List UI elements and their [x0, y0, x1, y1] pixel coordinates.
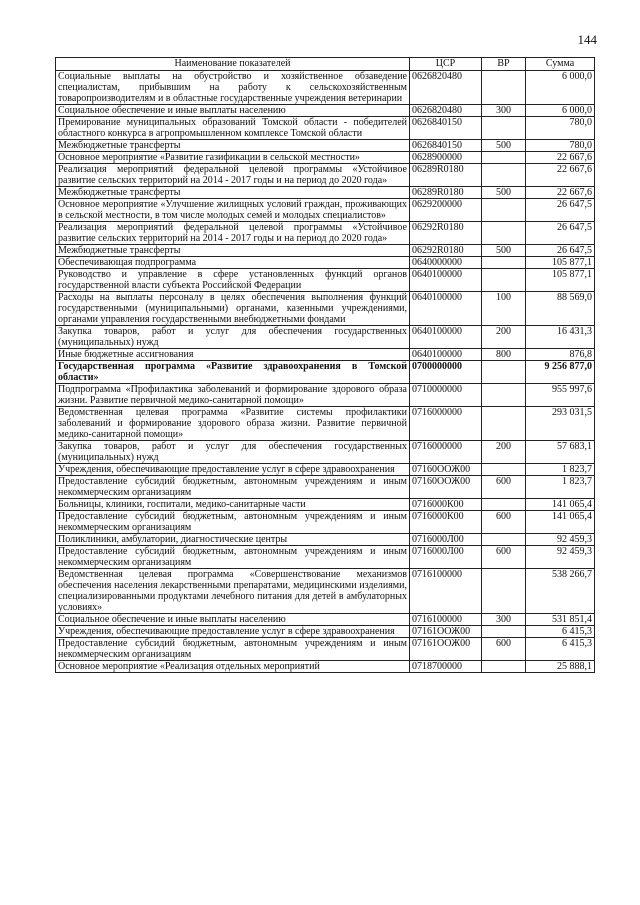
row-sum: 538 266,7 — [526, 569, 595, 614]
row-name: Расходы на выплаты персоналу в целях обеспечения выполнения функций государственными (муниципальными) органами, казенными учреждениями, органами управления государственными внебюджетными фондами — [56, 292, 410, 326]
row-name: Основное мероприятие «Развитие газификации в сельской местности» — [56, 152, 410, 164]
row-name: Учреждения, обеспечивающие предоставление услуг в сфере здравоохранения — [56, 464, 410, 476]
row-csr: 0716000000 — [410, 407, 482, 441]
row-vr: 100 — [482, 292, 526, 326]
table-row — [56, 71, 595, 105]
row-vr — [482, 569, 526, 614]
row-csr: 0629200000 — [410, 199, 482, 222]
row-vr — [482, 269, 526, 292]
header-sum: Сумма — [526, 58, 595, 71]
row-csr: 06292R0180 — [410, 222, 482, 245]
row-sum: 6 415,3 — [526, 626, 595, 638]
row-vr — [482, 199, 526, 222]
row-vr — [482, 661, 526, 673]
row-csr: 0640000000 — [410, 257, 482, 269]
row-vr — [482, 464, 526, 476]
row-sum: 780,0 — [526, 117, 595, 140]
row-sum: 955 997,6 — [526, 384, 595, 407]
row-name: Основное мероприятие «Улучшение жилищных условий граждан, проживающих в сельской местности, в том числе молодых семей и молодых специалистов» — [56, 199, 410, 222]
row-sum: 22 667,6 — [526, 164, 595, 187]
header-row — [56, 58, 595, 71]
row-name: Закупка товаров, работ и услуг для обеспечения государственных (муниципальных) нужд — [56, 441, 410, 464]
table-row — [56, 534, 595, 546]
row-vr: 200 — [482, 441, 526, 464]
table-row — [56, 326, 595, 349]
row-vr: 200 — [482, 326, 526, 349]
row-csr: 0626820480 — [410, 71, 482, 105]
row-sum: 1 823,7 — [526, 476, 595, 499]
table-row — [56, 257, 595, 269]
row-name: Государственная программа «Развитие здравоохранения в Томской области» — [56, 361, 410, 384]
row-csr: 0716000Л00 — [410, 546, 482, 569]
row-vr — [482, 222, 526, 245]
row-name: Межбюджетные трансферты — [56, 140, 410, 152]
row-csr: 07161ООЖ00 — [410, 638, 482, 661]
row-csr: 0710000000 — [410, 384, 482, 407]
row-sum: 26 647,5 — [526, 199, 595, 222]
row-name: Социальные выплаты на обустройство и хозяйственное обзаведение специалистам, прибывшим на работу к сельскохозяйственным товаропроизводителям и в областные государственные учреждения ветеринарии — [56, 71, 410, 105]
row-name: Предоставление субсидий бюджетным, автономным учреждениям и иным некоммерческим организациям — [56, 476, 410, 499]
row-name: Реализация мероприятий федеральной целевой программы «Устойчивое развитие сельских территорий на 2014 - 2017 годы и на период до 2020 года» — [56, 222, 410, 245]
row-vr — [482, 407, 526, 441]
row-sum: 92 459,3 — [526, 534, 595, 546]
row-vr: 600 — [482, 638, 526, 661]
row-name: Учреждения, обеспечивающие предоставление услуг в сфере здравоохранения — [56, 626, 410, 638]
row-csr: 06289R0180 — [410, 164, 482, 187]
row-csr: 0626820480 — [410, 105, 482, 117]
row-csr: 07160ООЖ00 — [410, 464, 482, 476]
header-csr: ЦСР — [410, 58, 482, 71]
row-vr — [482, 361, 526, 384]
row-name: Руководство и управление в сфере установленных функций органов государственной власти субъекта Российской Федерации — [56, 269, 410, 292]
row-vr — [482, 384, 526, 407]
row-vr: 600 — [482, 546, 526, 569]
row-name: Предоставление субсидий бюджетным, автономным учреждениям и иным некоммерческим организациям — [56, 638, 410, 661]
row-sum: 6 415,3 — [526, 638, 595, 661]
row-csr: 0716000К00 — [410, 499, 482, 511]
row-csr: 0716000К00 — [410, 511, 482, 534]
budget-table — [55, 57, 595, 673]
row-vr: 500 — [482, 140, 526, 152]
row-name: Предоставление субсидий бюджетным, автономным учреждениям и иным некоммерческим организациям — [56, 511, 410, 534]
row-name: Подпрограмма «Профилактика заболеваний и формирование здорового образа жизни. Развитие первичной медико-санитарной помощи» — [56, 384, 410, 407]
row-vr: 800 — [482, 349, 526, 361]
row-name: Реализация мероприятий федеральной целевой программы «Устойчивое развитие сельских территорий на 2014 - 2017 годы и на период до 2020 года» — [56, 164, 410, 187]
table-row — [56, 661, 595, 673]
row-name: Поликлиники, амбулатории, диагностические центры — [56, 534, 410, 546]
row-vr: 300 — [482, 105, 526, 117]
row-sum: 1 823,7 — [526, 464, 595, 476]
table-row — [56, 140, 595, 152]
row-name: Премирование муниципальных образований Томской области - победителей областного конкурса в агропромышленном комплексе Томской области — [56, 117, 410, 140]
row-vr — [482, 152, 526, 164]
row-csr: 0626840150 — [410, 117, 482, 140]
row-sum: 25 888,1 — [526, 661, 595, 673]
row-sum: 105 877,1 — [526, 269, 595, 292]
table-row — [56, 511, 595, 534]
row-name: Больницы, клиники, госпитали, медико-санитарные части — [56, 499, 410, 511]
row-csr: 0640100000 — [410, 292, 482, 326]
row-sum: 16 431,3 — [526, 326, 595, 349]
row-csr: 0718700000 — [410, 661, 482, 673]
row-sum: 876,8 — [526, 349, 595, 361]
row-csr: 06292R0180 — [410, 245, 482, 257]
table-row — [56, 464, 595, 476]
row-sum: 88 569,0 — [526, 292, 595, 326]
table-row — [56, 222, 595, 245]
table-row — [56, 476, 595, 499]
row-name: Межбюджетные трансферты — [56, 187, 410, 199]
row-sum: 26 647,5 — [526, 245, 595, 257]
row-name: Ведомственная целевая программа «Совершенствование механизмов обеспечения населения лекарственными препаратами, медицинскими изделиями, специализированными продуктами лечебного питания для детей в амбулаторных условиях» — [56, 569, 410, 614]
row-sum: 6 000,0 — [526, 105, 595, 117]
table-row — [56, 407, 595, 441]
row-sum: 9 256 877,0 — [526, 361, 595, 384]
row-sum: 105 877,1 — [526, 257, 595, 269]
header-name: Наименование показателей — [56, 58, 410, 71]
row-vr — [482, 626, 526, 638]
row-csr: 0628900000 — [410, 152, 482, 164]
row-csr: 0716000Л00 — [410, 534, 482, 546]
row-sum: 26 647,5 — [526, 222, 595, 245]
row-vr: 500 — [482, 245, 526, 257]
table-row — [56, 245, 595, 257]
table-row — [56, 269, 595, 292]
row-name: Межбюджетные трансферты — [56, 245, 410, 257]
row-name: Основное мероприятие «Реализация отдельных мероприятий — [56, 661, 410, 673]
row-csr: 07160ООЖ00 — [410, 476, 482, 499]
row-csr: 0716100000 — [410, 614, 482, 626]
table-row — [56, 441, 595, 464]
row-vr — [482, 534, 526, 546]
row-vr: 600 — [482, 476, 526, 499]
row-name: Социальное обеспечение и иные выплаты населению — [56, 614, 410, 626]
row-sum: 141 065,4 — [526, 511, 595, 534]
table-row — [56, 626, 595, 638]
row-csr: 0640100000 — [410, 349, 482, 361]
row-sum: 141 065,4 — [526, 499, 595, 511]
row-csr: 0700000000 — [410, 361, 482, 384]
row-csr: 0640100000 — [410, 326, 482, 349]
row-csr: 0626840150 — [410, 140, 482, 152]
table-row — [56, 499, 595, 511]
row-name: Ведомственная целевая программа «Развитие системы профилактики заболеваний и формирование здорового образа жизни. Развитие первичной медико-санитарной помощи» — [56, 407, 410, 441]
table-row — [56, 361, 595, 384]
table-row — [56, 292, 595, 326]
table-row — [56, 105, 595, 117]
row-name: Закупка товаров, работ и услуг для обеспечения государственных (муниципальных) нужд — [56, 326, 410, 349]
row-vr — [482, 499, 526, 511]
page-number: 144 — [577, 32, 597, 47]
row-vr: 500 — [482, 187, 526, 199]
table-row — [56, 152, 595, 164]
row-sum: 22 667,6 — [526, 187, 595, 199]
header-vr: ВР — [482, 58, 526, 71]
row-vr — [482, 117, 526, 140]
row-name: Иные бюджетные ассигнования — [56, 349, 410, 361]
row-vr — [482, 164, 526, 187]
table-row — [56, 569, 595, 614]
table-row — [56, 546, 595, 569]
row-csr: 0640100000 — [410, 269, 482, 292]
row-sum: 57 683,1 — [526, 441, 595, 464]
row-vr: 600 — [482, 511, 526, 534]
row-sum: 780,0 — [526, 140, 595, 152]
row-csr: 07161ООЖ00 — [410, 626, 482, 638]
row-name: Социальное обеспечение и иные выплаты населению — [56, 105, 410, 117]
row-sum: 6 000,0 — [526, 71, 595, 105]
row-vr — [482, 257, 526, 269]
row-csr: 0716000000 — [410, 441, 482, 464]
table-row — [56, 638, 595, 661]
row-vr — [482, 71, 526, 105]
table-row — [56, 164, 595, 187]
table-row — [56, 384, 595, 407]
table-row — [56, 614, 595, 626]
table-row — [56, 349, 595, 361]
row-sum: 293 031,5 — [526, 407, 595, 441]
table-row — [56, 199, 595, 222]
table-row — [56, 117, 595, 140]
row-vr: 300 — [482, 614, 526, 626]
row-sum: 92 459,3 — [526, 546, 595, 569]
row-name: Предоставление субсидий бюджетным, автономным учреждениям и иным некоммерческим организациям — [56, 546, 410, 569]
row-sum: 22 667,6 — [526, 152, 595, 164]
row-csr: 0716100000 — [410, 569, 482, 614]
row-sum: 531 851,4 — [526, 614, 595, 626]
table-row — [56, 187, 595, 199]
row-name: Обеспечивающая подпрограмма — [56, 257, 410, 269]
row-csr: 06289R0180 — [410, 187, 482, 199]
